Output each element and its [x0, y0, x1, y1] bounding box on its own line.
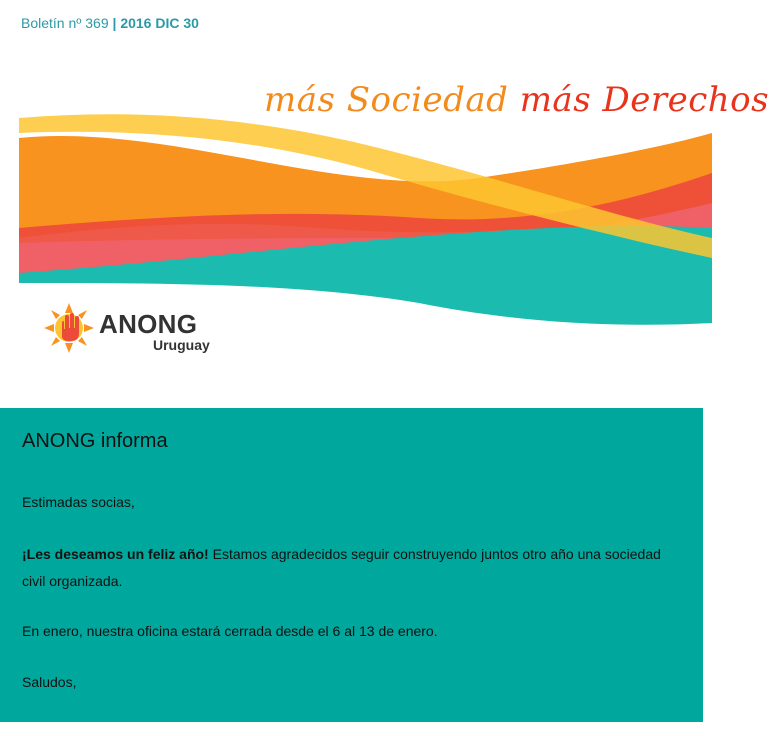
news-panel [0, 408, 703, 722]
logo-subtitle: Uruguay [153, 337, 210, 353]
closing-text: Saludos, [22, 674, 77, 690]
wish-bold-text: ¡Les deseamos un feliz año! [22, 546, 209, 562]
slogan [264, 80, 769, 120]
wish-paragraph [22, 541, 682, 595]
panel-title: ANONG informa [22, 430, 168, 452]
office-notice-text: En enero, nuestra oficina estará cerrada desde el 6 al 13 de enero. [22, 623, 438, 639]
anong-logo[interactable] [44, 303, 244, 355]
wish-text: Estamos agradecidos seguir construyendo juntos otro año una sociedad civil organizada. [22, 546, 661, 589]
greeting-text: Estimadas socias, [22, 494, 135, 510]
bulletin-number: Boletín nº 369 [21, 15, 109, 31]
hand-sun-icon [44, 303, 94, 353]
logo-name: ANONG [99, 309, 198, 339]
header-separator: | [112, 15, 117, 31]
slogan-part-1: más Sociedad [264, 80, 509, 120]
bulletin-date: 2016 DIC 30 [120, 15, 199, 31]
slogan-part-2: más Derechos [519, 80, 769, 120]
bulletin-header [21, 15, 199, 31]
